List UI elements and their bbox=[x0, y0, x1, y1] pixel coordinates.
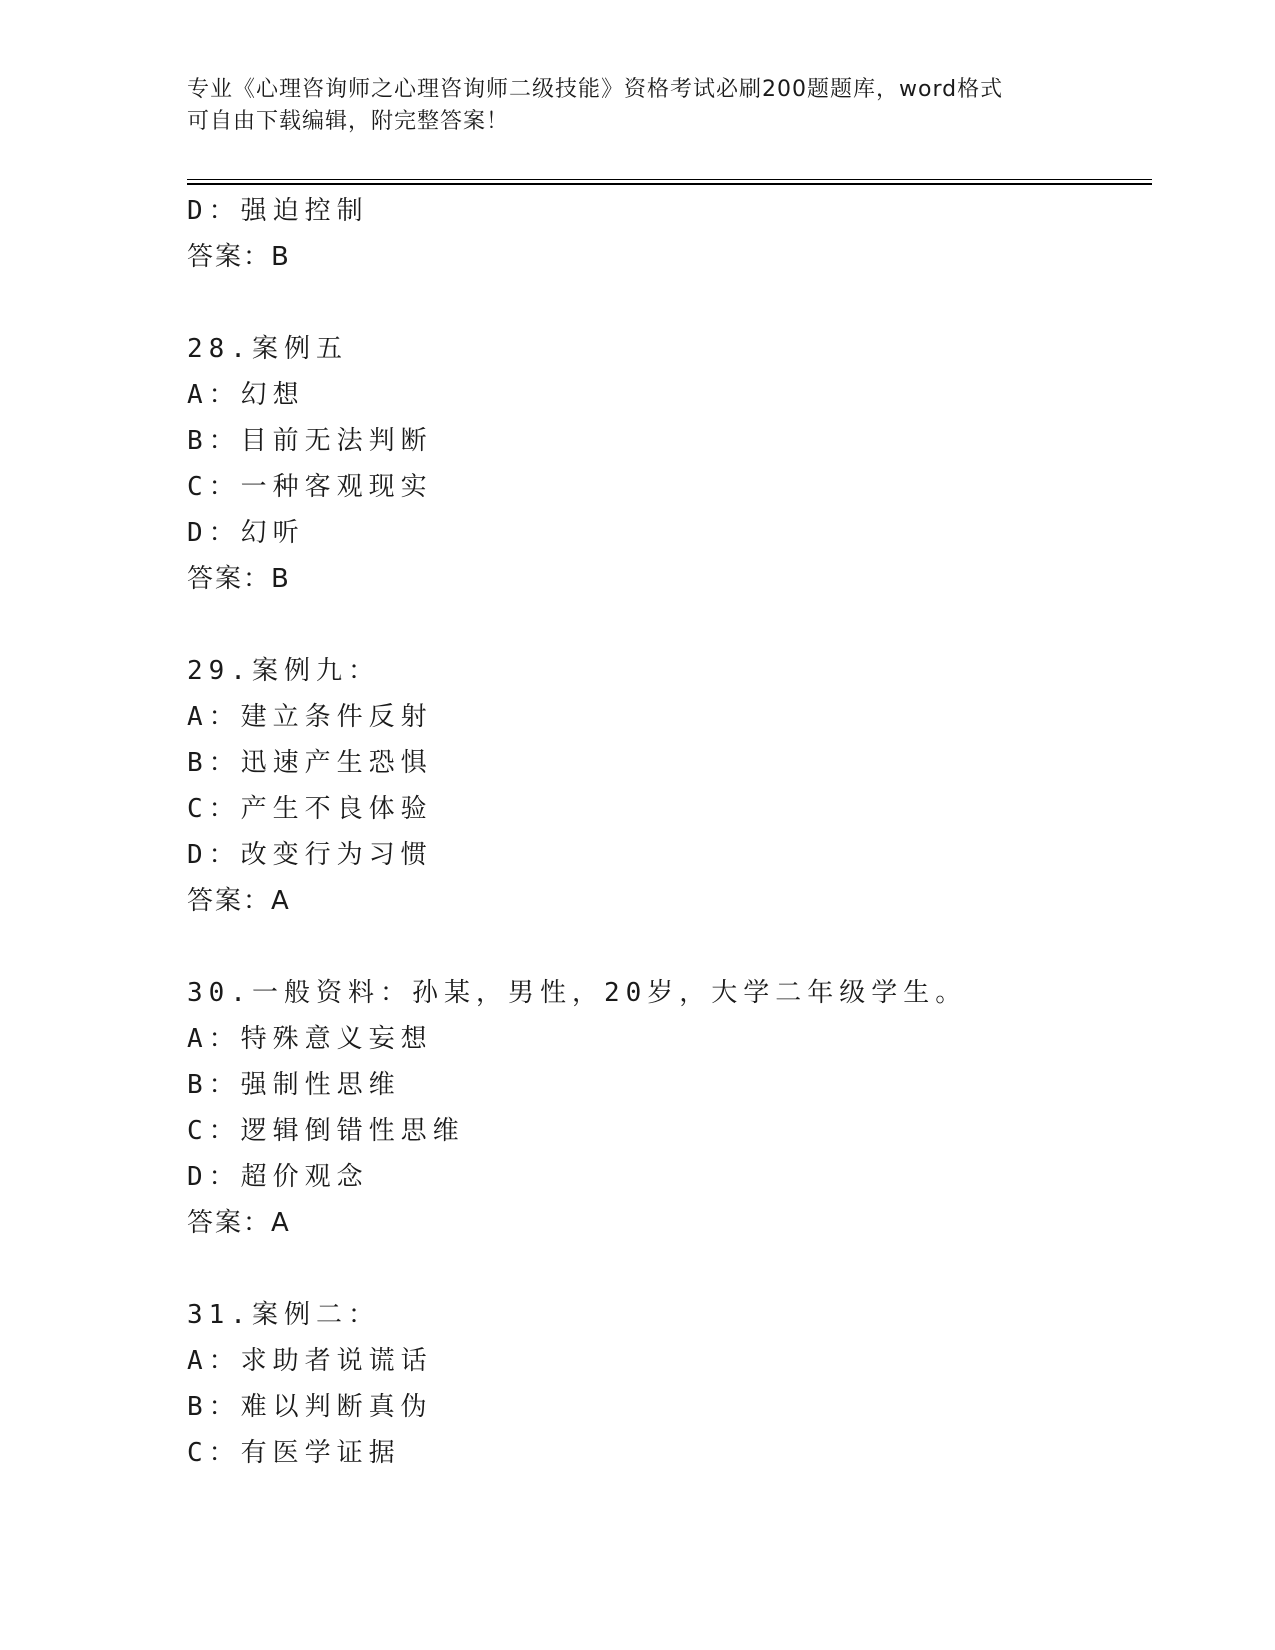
question-31 bbox=[187, 1292, 1152, 1476]
question-27-tail bbox=[187, 188, 1152, 280]
option-d: D：超价观念 bbox=[187, 1162, 369, 1192]
option-b: B：目前无法判断 bbox=[187, 426, 433, 456]
option-d: D：强迫控制 bbox=[187, 196, 369, 226]
spacer bbox=[187, 602, 1152, 648]
question-29 bbox=[187, 648, 1152, 924]
spacer bbox=[187, 280, 1152, 326]
option-c: C：一种客观现实 bbox=[187, 472, 433, 502]
question-stem: 28.案例五 bbox=[187, 334, 348, 364]
answer: 答案：B bbox=[187, 564, 291, 594]
answer: 答案：A bbox=[187, 1208, 291, 1238]
question-stem: 29.案例九： bbox=[187, 656, 380, 686]
option-c: C：产生不良体验 bbox=[187, 794, 433, 824]
option-d: D：改变行为习惯 bbox=[187, 840, 433, 870]
spacer bbox=[187, 924, 1152, 970]
option-d: D：幻听 bbox=[187, 518, 305, 548]
option-b: B：难以判断真伪 bbox=[187, 1392, 433, 1422]
option-a: A：特殊意义妄想 bbox=[187, 1024, 433, 1054]
header-line-2: 可自由下载编辑，附完整答案！ bbox=[187, 109, 510, 134]
header-line-1: 专业《心理咨询师之心理咨询师二级技能》资格考试必刷200题题库，word格式 bbox=[187, 77, 1004, 102]
header-rule-thick bbox=[187, 183, 1152, 185]
question-stem: 31.案例二： bbox=[187, 1300, 380, 1330]
spacer bbox=[187, 1246, 1152, 1292]
option-a: A：建立条件反射 bbox=[187, 702, 433, 732]
question-list bbox=[187, 188, 1152, 1476]
header-rule-thin bbox=[187, 179, 1152, 180]
answer: 答案：A bbox=[187, 886, 291, 916]
option-b: B：迅速产生恐惧 bbox=[187, 748, 433, 778]
option-c: C：有医学证据 bbox=[187, 1438, 401, 1468]
option-a: A：幻想 bbox=[187, 380, 305, 410]
document-header bbox=[187, 74, 1087, 138]
option-a: A：求助者说谎话 bbox=[187, 1346, 433, 1376]
option-c: C：逻辑倒错性思维 bbox=[187, 1116, 465, 1146]
question-stem: 30.一般资料：孙某，男性，20岁，大学二年级学生。 bbox=[187, 978, 968, 1008]
question-30 bbox=[187, 970, 1152, 1246]
question-28 bbox=[187, 326, 1152, 602]
option-b: B：强制性思维 bbox=[187, 1070, 401, 1100]
answer: 答案：B bbox=[187, 242, 291, 272]
